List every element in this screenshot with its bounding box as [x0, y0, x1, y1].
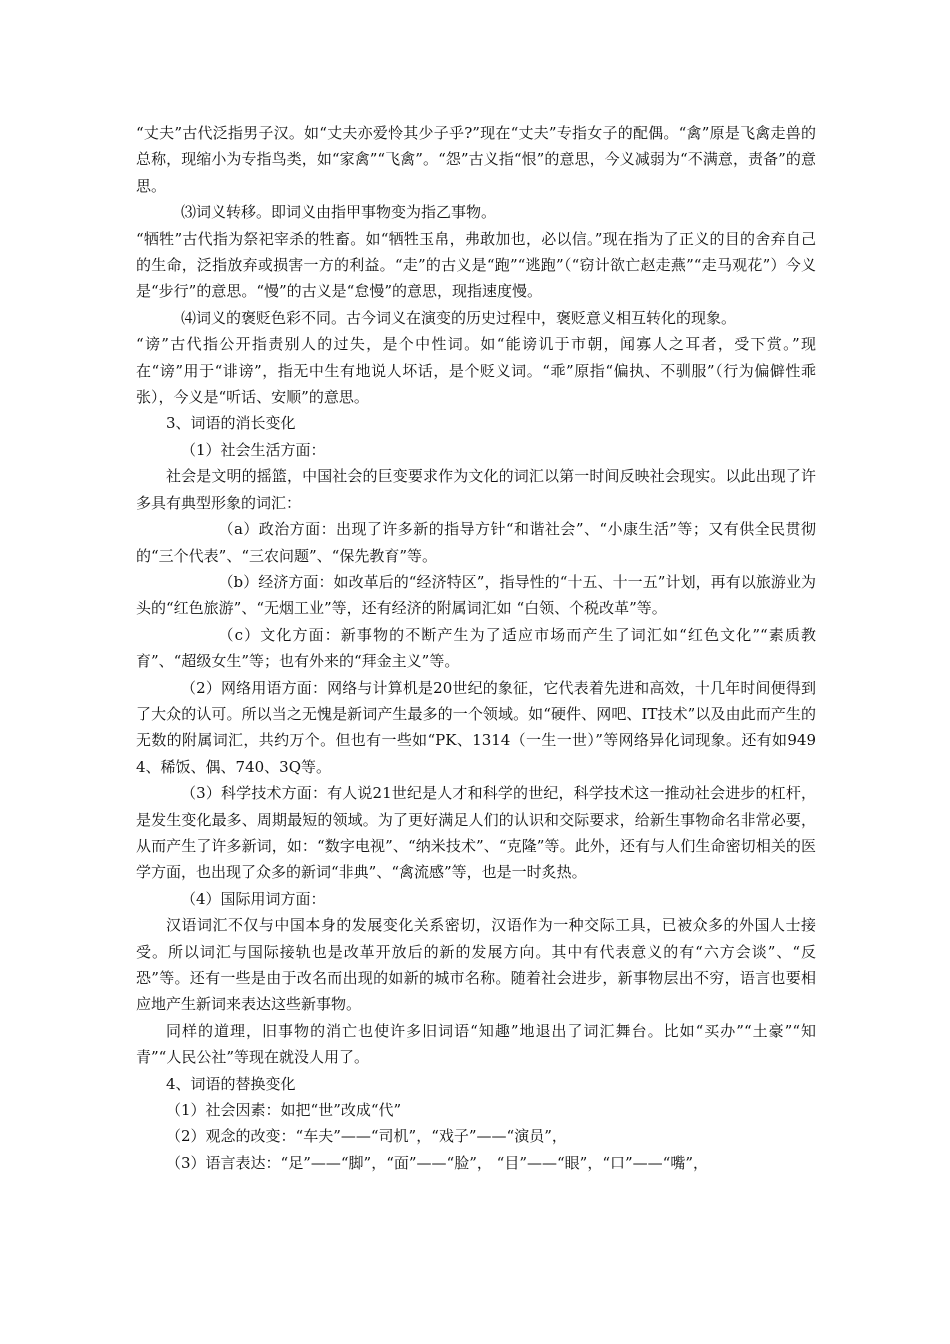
paragraph: ⑷词义的褒贬色彩不同。古今词义在演变的历史过程中，褒贬意义相互转化的现象。: [181, 308, 737, 327]
list-item: （b）经济方面：如改革后的“经济特区”，指导性的“十五、十一五”计划，再有以旅游业为头的“红色旅游”、“无烟工业”等，还有经济的附属词汇如 “白领、个税改革”等。: [136, 572, 816, 618]
paragraph: “谤”古代指公开指责别人的过失，是个中性词。如“能谤讥于市朝，闻寡人之耳者，受下赏。”现在“谤”用于“诽谤”，指无中生有地说人坏话，是个贬义词。“乖”原指“偏执、不驯服”（行为偏僻性乖张），今义是“听话、安顺”的意思。: [136, 335, 816, 407]
paragraph: 社会是文明的摇篮，中国社会的巨变要求作为文化的词汇以第一时间反映社会现实。以此出现了许多具有典型形象的词汇：: [136, 467, 816, 512]
list-item: （c）文化方面：新事物的不断产生为了适应市场而产生了词汇如“红色文化”“素质教育”、“超级女生”等；也有外来的“拜金主义”等。: [136, 625, 816, 671]
paragraph: （3）科学技术方面：有人说21世纪是人才和科学的世纪，科学技术这一推动社会进步的杠杆，是发生变化最多、周期最短的领域。为了更好满足人们的认识和交际要求，给新生事物命名非常必要，从而产生了许多新词，如：“数字电视”、“纳米技术”、“克隆”等。此外，还有与人们生命密切相关的医学方面，也出现了众多的新词“非典”、“禽流感”等，也是一时炙热。: [136, 784, 816, 882]
subsection-heading: （4）国际用词方面：: [181, 889, 326, 908]
document-page: [136, 120, 816, 1176]
paragraph: 汉语词汇不仅与中国本身的发展变化关系密切，汉语作为一种交际工具，已被众多的外国人士接受。所以词汇与国际接轨也是改革开放后的新的发展方向。其中有代表意义的有“六方会谈”、“反恐”等。还有一些是由于改名而出现的如新的城市名称。随着社会进步，新事物层出不穷，语言也要相应地产生新词来表达这些新事物。: [136, 916, 816, 1014]
section-heading: 4、词语的替换变化: [166, 1074, 296, 1093]
subsection-heading: （1）社会生活方面：: [181, 440, 326, 459]
list-item: （2）观念的改变：“车夫”——“司机”，“戏子”——“演员”，: [166, 1127, 567, 1146]
list-item: （3）语言表达：“足”——“脚”，“面”——“脸”， “目”——“眼”，“口”——“嘴”，: [166, 1153, 709, 1172]
paragraph: 同样的道理，旧事物的消亡也使许多旧词语“知趣”地退出了词汇舞台。比如“买办”“土豪”“知青”“人民公社”等现在就没人用了。: [136, 1021, 816, 1067]
list-item: （1）社会因素：如把“世”改成“代”: [166, 1101, 402, 1120]
section-heading: 3、词语的消长变化: [166, 414, 296, 433]
list-item: （a）政治方面：出现了许多新的指导方针“和谐社会”、“小康生活”等；又有供全民贯彻的“三个代表”、“三农问题”、“保先教育”等。: [136, 520, 816, 565]
paragraph: （2）网络用语方面：网络与计算机是20世纪的象征，它代表着先进和高效，十几年时间便得到了大众的认可。所以当之无愧是新词产生最多的一个领域。如“硬件、网吧、IT技术”以及由此而产生的无数的附属词汇，共约万个。但也有一些如“PK、1314（一生一世）”等网络异化词现象。还有如9494、稀饭、偶、740、3Q等。: [136, 678, 816, 776]
paragraph: “丈夫”古代泛指男子汉。如“丈夫亦爱怜其少子乎?”现在“丈夫”专指女子的配偶。“禽”原是飞禽走兽的总称，现缩小为专指鸟类，如“家禽”“飞禽”。“怨”古义指“恨”的意思，今义减弱为“不满意，责备”的意思。: [136, 124, 816, 195]
paragraph: ⑶词义转移。即词义由指甲事物变为指乙事物。: [181, 203, 497, 222]
paragraph: “牺牲”古代指为祭祀宰杀的牲畜。如“牺牲玉帛，弗敢加也，必以信。”现在指为了正义的目的舍弃自己的生命，泛指放弃或损害一方的利益。“走”的古义是“跑”“逃跑”（“窃计欲亡赵走燕”“走马观花”）今义是“步行”的意思。“慢”的古义是“怠慢”的意思，现指速度慢。: [136, 229, 816, 301]
